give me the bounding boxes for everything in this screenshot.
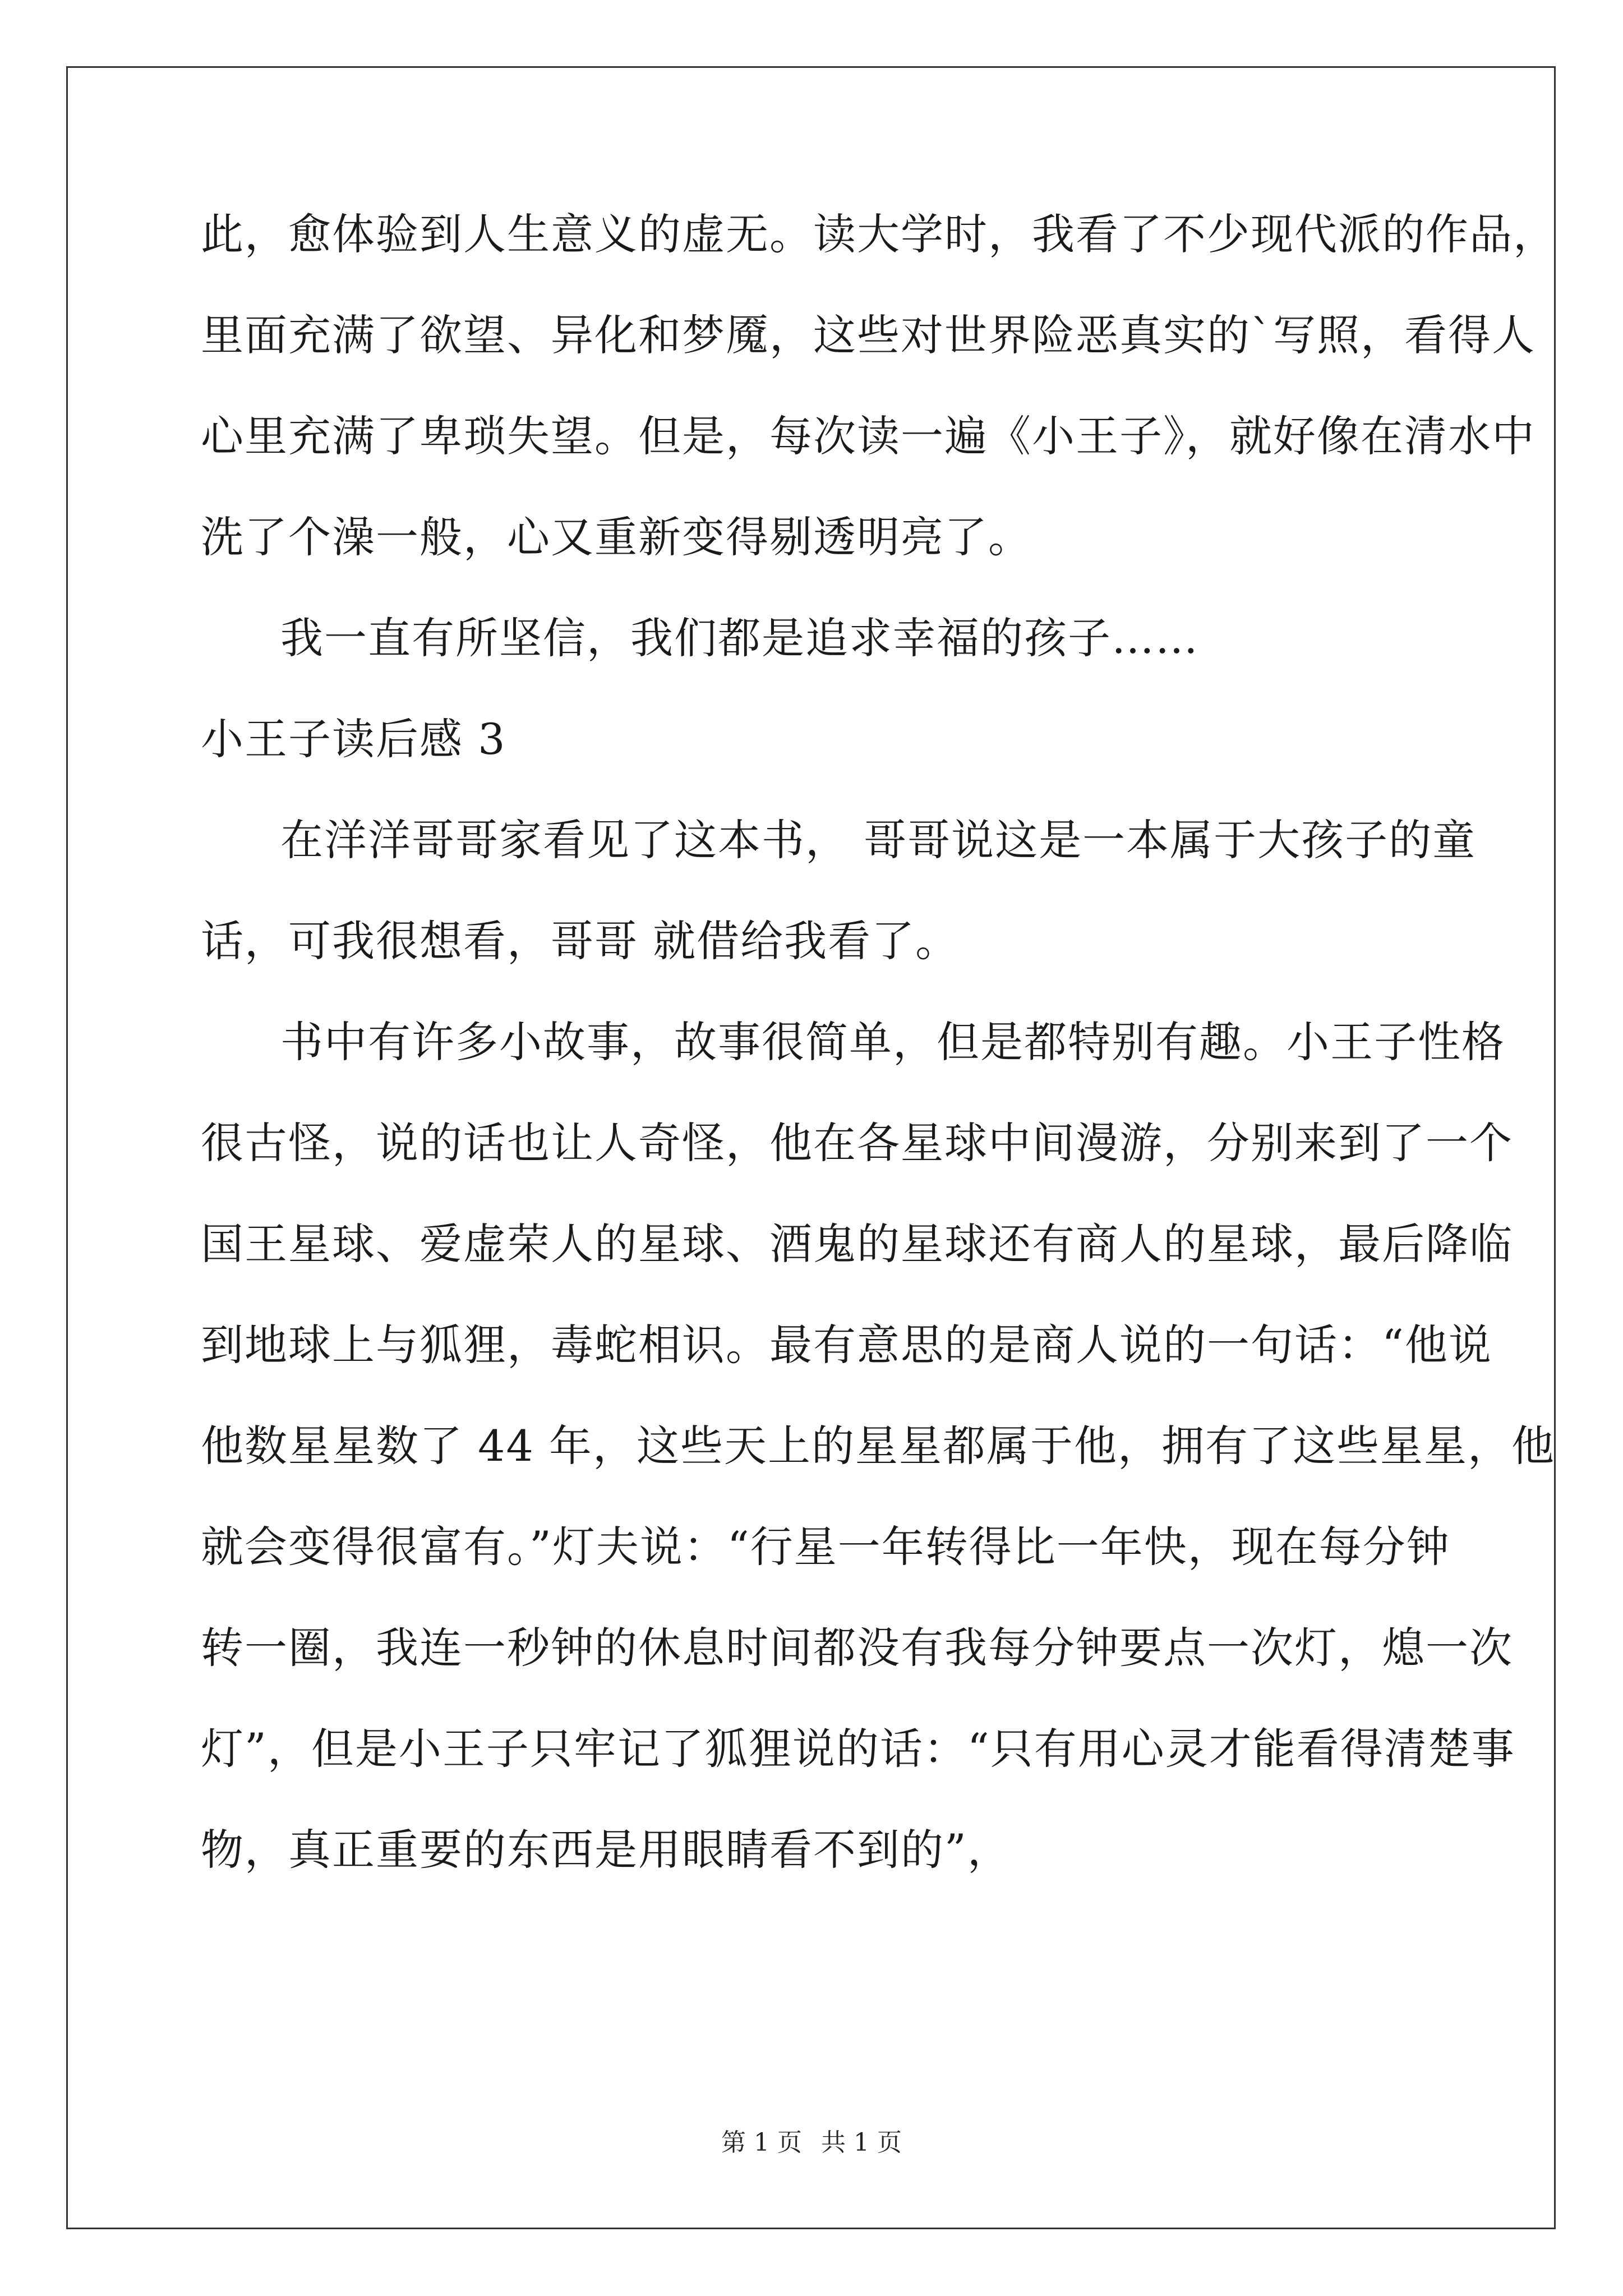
- text-line: 国王星球、爱虚荣人的星球、酒鬼的星球还有商人的星球，最后降临: [201, 1219, 1513, 1269]
- text-line: 转一圈，我连一秒钟的休息时间都没有我每分钟要点一次灯，熄一次: [201, 1623, 1513, 1673]
- text-line: 我一直有所坚信，我们都是追求幸福的孩子……: [280, 613, 1199, 663]
- page-footer: [0, 2126, 1623, 2160]
- section-heading: 小王子读后感 3: [201, 714, 506, 764]
- text-line: 书中有许多小故事，故事很简单，但是都特别有趣。小王子性格: [280, 1017, 1505, 1067]
- text-line: 洗了个澡一般，心又重新变得剔透明亮了。: [201, 512, 1032, 562]
- text-line: 就会变得很富有。”灯夫说：“行星一年转得比一年快，现在每分钟: [201, 1522, 1450, 1572]
- text-line: 话，可我很想看，哥哥 就借给我看了。: [201, 916, 960, 966]
- text-line: 在洋洋哥哥家看见了这本书， 哥哥说这是一本属于大孩子的童: [280, 815, 1477, 865]
- text-line: 很古怪，说的话也让人奇怪，他在各星球中间漫游，分别来到了一个: [201, 1118, 1513, 1168]
- text-line: 到地球上与狐狸，毒蛇相识。最有意思的是商人说的一句话：“他说: [201, 1320, 1492, 1370]
- text-line: 物，真正重要的东西是用眼睛看不到的”，: [201, 1825, 1011, 1875]
- text-line: 灯”，但是小王子只牢记了狐狸说的话：“只有用心灵才能看得清楚事: [201, 1724, 1515, 1774]
- text-line: 里面充满了欲望、异化和梦魇，这些对世界险恶真实的`写照，看得人: [201, 310, 1536, 360]
- page-number: 第 1 页: [721, 2128, 802, 2157]
- page-count: 共 1 页: [821, 2128, 902, 2157]
- text-line: 心里充满了卑琐失望。但是，每次读一遍《小王子》，就好像在清水中: [201, 411, 1536, 461]
- text-line: 他数星星数了 44 年，这些天上的星星都属于他，拥有了这些星星，他: [201, 1421, 1556, 1471]
- text-line: 此，愈体验到人生意义的虚无。读大学时，我看了不少现代派的作品，: [201, 209, 1557, 259]
